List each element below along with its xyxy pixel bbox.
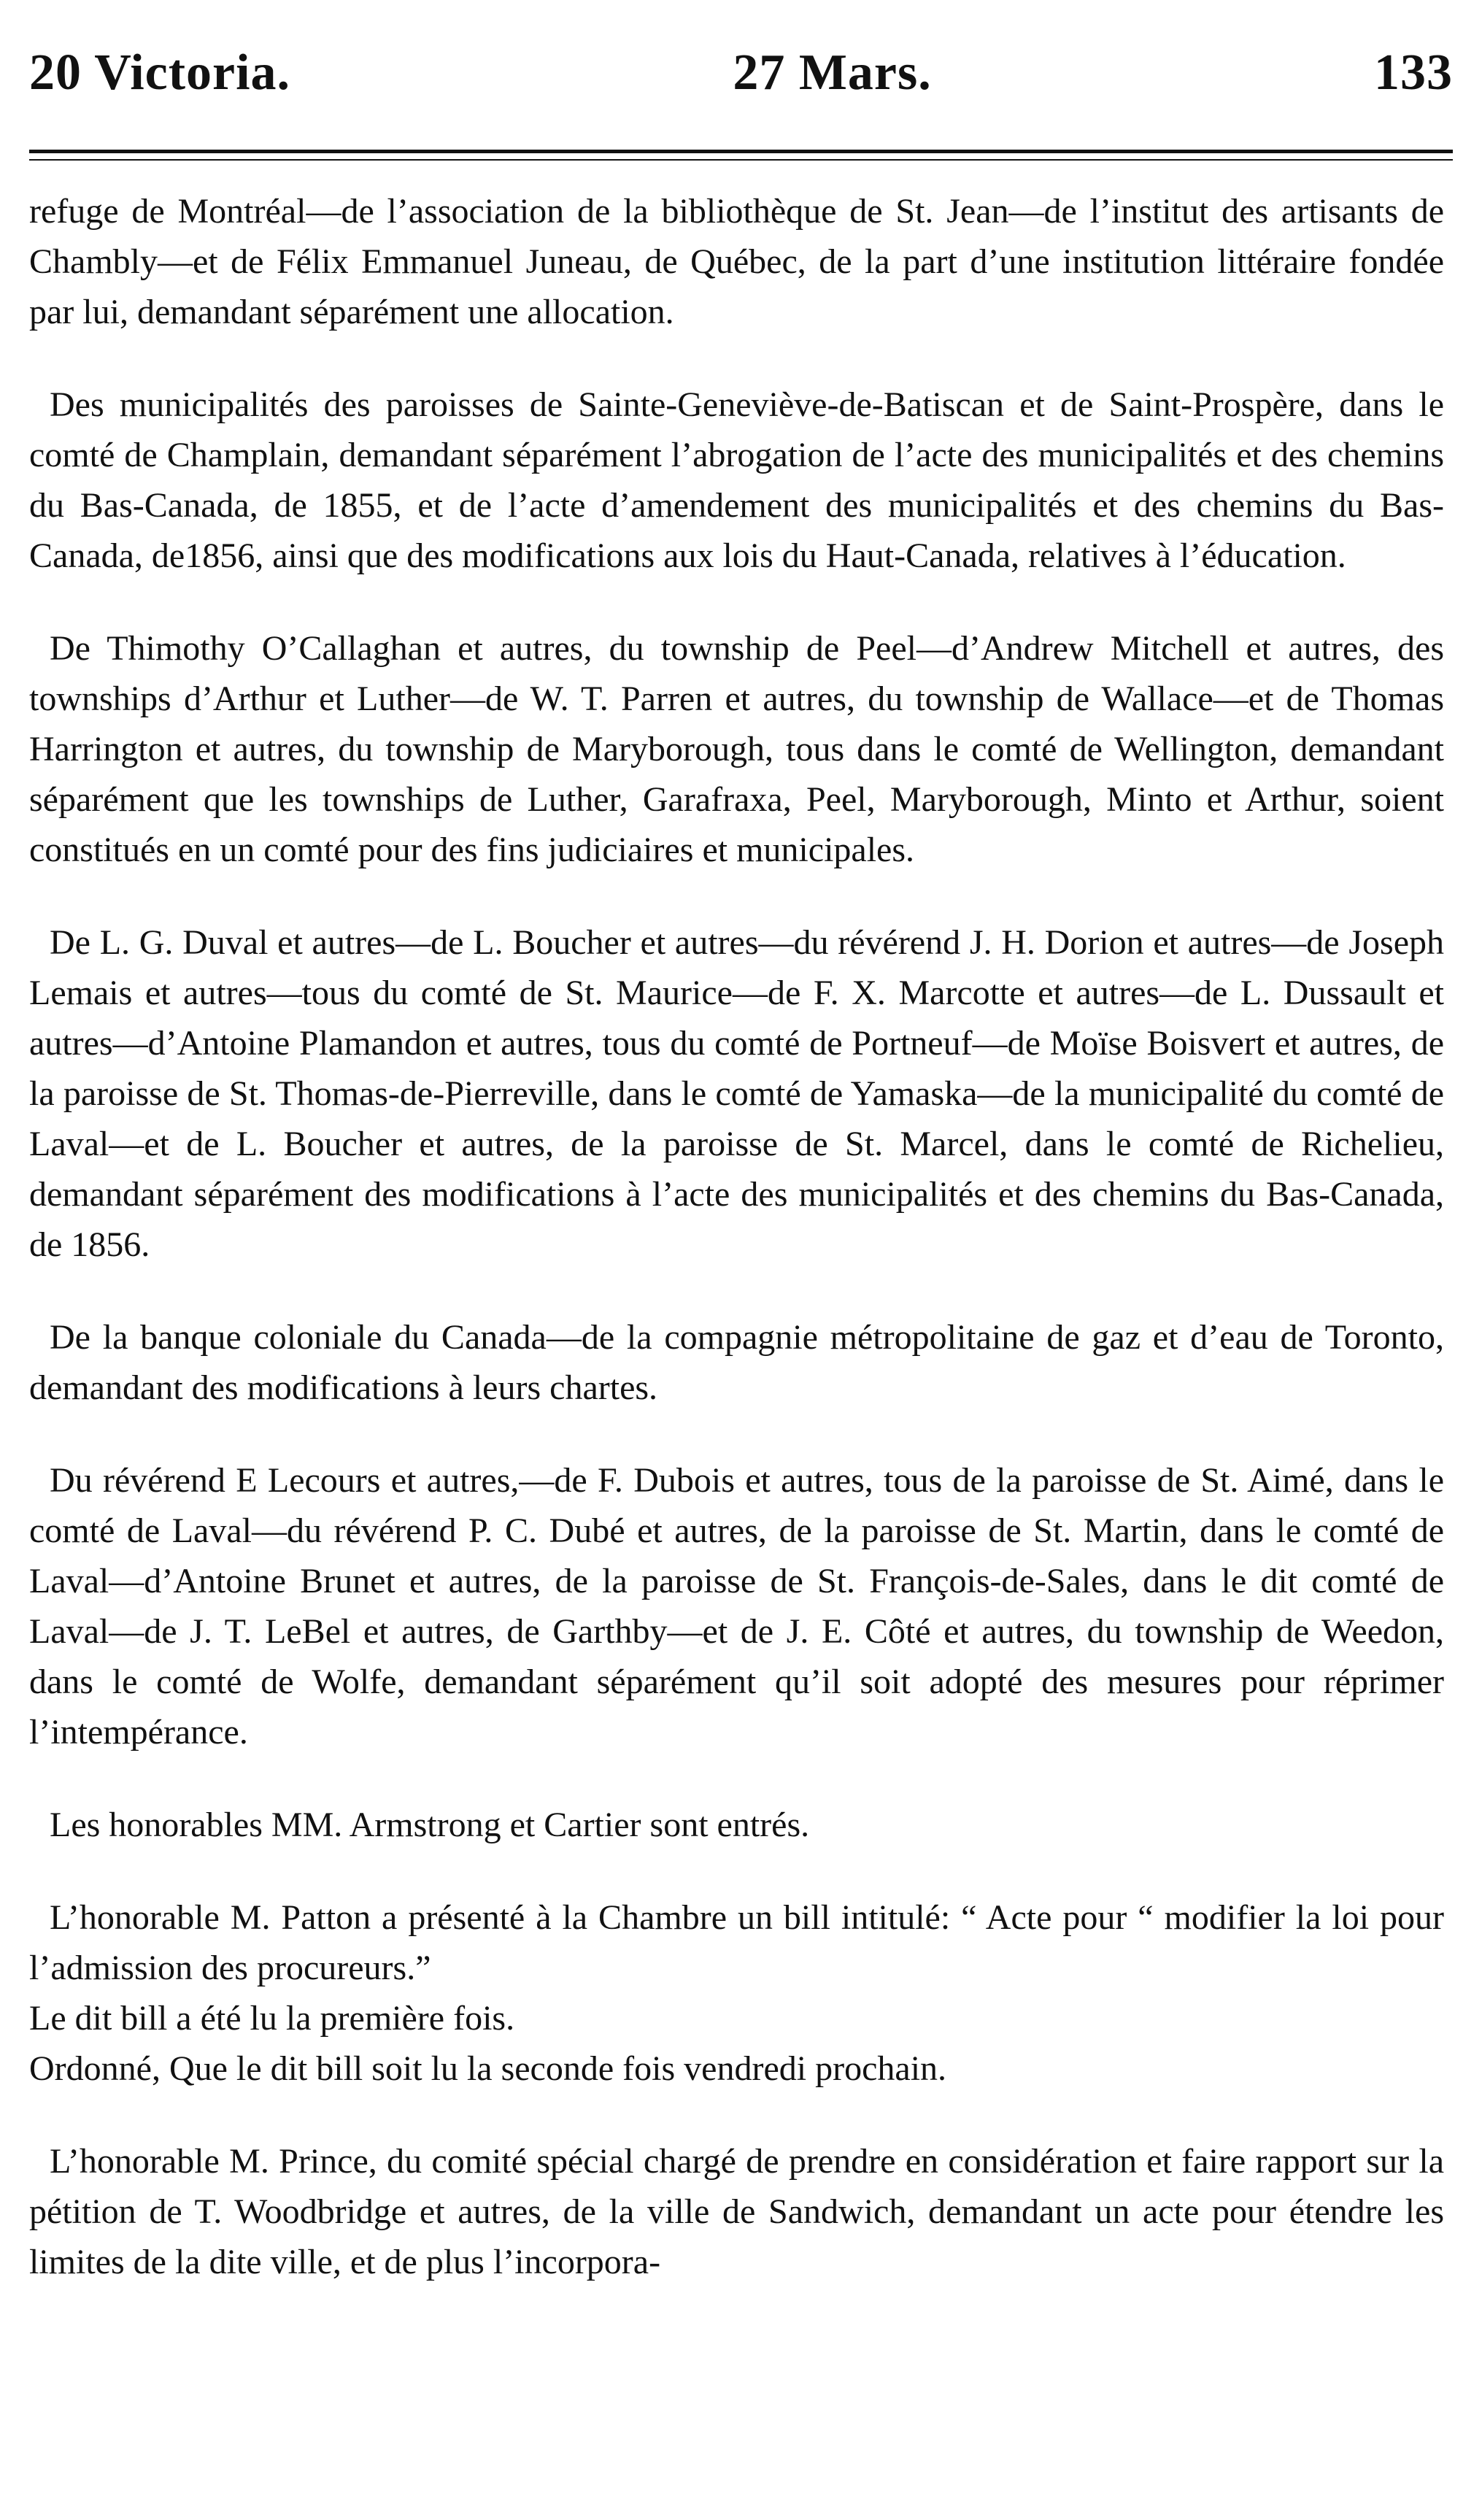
- paragraph-2: [29, 379, 1444, 581]
- header-rule-thick: [29, 150, 1453, 153]
- paragraph-text: Des municipalités des paroisses de Sainte-Geneviève-de-Batiscan et de Saint-Prospère, dans le comté de Champlain, demandant séparément l’abrogation de l’acte des municipalités et des chemins du Bas-Canada, de 1855, et de l’acte d’amendement des municipalités et des chemins du Bas-Canada, de1856, ainsi que des modifications aux lois du Haut-Canada, relatives à l’éducation.: [29, 385, 1444, 575]
- paragraph-text: L’honorable M. Prince, du comité spécial chargé de prendre en considération et faire rapport sur la pétition de T. Woodbridge et autres, de la ville de Sandwich, demandant un acte pour étendre les limites de la dite ville, et de plus l’incorpora-: [29, 2142, 1444, 2281]
- paragraph-4: [29, 917, 1444, 1270]
- header-session: 20 Victoria.: [29, 45, 291, 101]
- page-header: [29, 29, 1453, 117]
- header-date: 27 Mars.: [733, 45, 932, 101]
- paragraph-text: Du révérend E Lecours et autres,—de F. Dubois et autres, tous de la paroisse de St. Aimé, dans le comté de Laval—du révérend P. C. Dubé et autres, de la paroisse de St. Martin, dans le comté de Laval—d’Antoine Brunet et autres, de la paroisse de St. François-de-Sales, dans le dit comté de Laval—de J. T. LeBel et autres, de Garthby—et de J. E. Côté et autres, du township de Weedon, dans le comté de Wolfe, demandant séparément qu’il soit adopté des mesures pour réprimer l’intempérance.: [29, 1461, 1444, 1752]
- paragraph-text: Les honorables MM. Armstrong et Cartier sont entrés.: [50, 1806, 810, 1844]
- paragraph-line: Le dit bill a été lu la première fois.: [29, 1999, 515, 2038]
- paragraph-text: De la banque coloniale du Canada—de la compagnie métropolitaine de gaz et d’eau de Toronto, demandant des modifications à leurs chartes.: [29, 1318, 1444, 1407]
- page-number: 133: [1374, 45, 1453, 101]
- header-rule-thin: [29, 159, 1453, 161]
- paragraph-3: [29, 623, 1444, 875]
- paragraph-text: De Thimothy O’Callaghan et autres, du township de Peel—d’Andrew Mitchell et autres, des townships d’Arthur et Luther—de W. T. Parren et autres, du township de Wallace—et de Thomas Harrington et autres, du township de Maryborough, tous dans le comté de Wellington, demandant séparément que les townships de Luther, Garafraxa, Peel, Maryborough, Minto et Arthur, soient constitués en un comté pour des fins judiciaires et municipales.: [29, 629, 1444, 869]
- paragraph-9: [29, 2136, 1444, 2287]
- paragraph-5: [29, 1312, 1444, 1413]
- paragraph-text: refuge de Montréal—de l’association de la bibliothèque de St. Jean—de l’institut des artisants de Chambly—et de Félix Emmanuel Juneau, de Québec, de la part d’une institution littéraire fondée par lui, demandant séparément une allocation.: [29, 192, 1444, 331]
- paragraph-text: L’honorable M. Patton a présenté à la Chambre un bill intitulé: “ Acte pour “ modifier la loi pour l’admission des procureurs.”: [29, 1898, 1444, 1987]
- paragraph-text: De L. G. Duval et autres—de L. Boucher et autres—du révérend J. H. Dorion et autres—de Joseph Lemais et autres—tous du comté de St. Maurice—de F. X. Marcotte et autres—de L. Dussault et autres—d’Antoine Plamandon et autres, tous du comté de Portneuf—de Moïse Boisvert et autres, de la paroisse de St. Thomas-de-Pierreville, dans le comté de Yamaska—de la municipalité du comté de Laval—et de L. Boucher et autres, de la paroisse de St. Marcel, dans le comté de Richelieu, demandant séparément des modifications à l’acte des municipalités et des chemins du Bas-Canada, de 1856.: [29, 923, 1444, 1264]
- paragraph-line: Ordonné, Que le dit bill soit lu la seconde fois vendredi prochain.: [29, 2049, 947, 2088]
- paragraph-6: [29, 1455, 1444, 1757]
- paragraph-1: [29, 186, 1444, 337]
- document-body: [29, 186, 1444, 2330]
- paragraph-7: [29, 1800, 1444, 1850]
- paragraph-8: [29, 1892, 1444, 2094]
